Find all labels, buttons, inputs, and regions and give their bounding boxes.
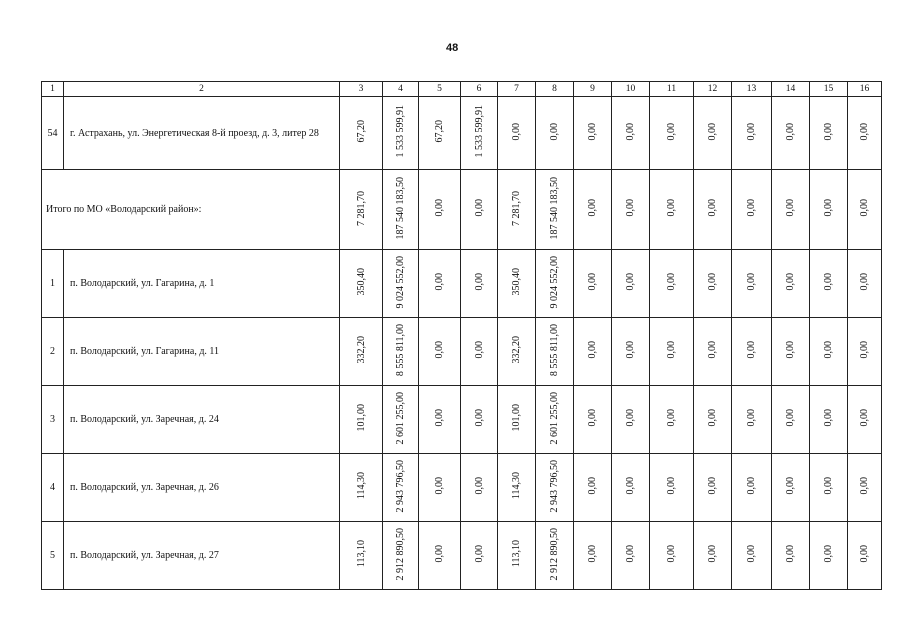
value-cell: 0,00: [434, 199, 445, 217]
value-cell: 350,40: [511, 268, 522, 296]
column-header: 16: [848, 82, 882, 97]
value-cell: 0,00: [625, 199, 636, 217]
housing-register-table: [41, 81, 882, 590]
address-cell: п. Володарский, ул. Заречная, д. 27: [64, 522, 340, 590]
value-cell: 0,00: [666, 545, 677, 563]
value-cell: 0,00: [434, 409, 445, 427]
value-cell: 0,00: [785, 122, 796, 141]
value-cell: 0,00: [666, 341, 677, 359]
value-cell: 101,00: [355, 404, 367, 432]
value-cell: 0,00: [746, 122, 757, 141]
column-header: 14: [772, 82, 810, 97]
value-cell: 113,10: [511, 540, 522, 568]
value-cell: 0,00: [511, 122, 522, 141]
value-cell: 0,00: [625, 273, 636, 291]
address-cell: п. Володарский, ул. Заречная, д. 24: [64, 386, 340, 454]
value-cell: 0,00: [434, 477, 445, 495]
value-cell: 101,00: [511, 404, 522, 432]
address-cell: п. Володарский, ул. Заречная, д. 26: [64, 454, 340, 522]
value-cell: 0,00: [859, 409, 870, 427]
value-cell: 0,00: [666, 122, 677, 141]
address-cell: г. Астрахань, ул. Энергетическая 8-й проезд, д. 3, литер 28: [64, 97, 340, 170]
value-cell: 0,00: [666, 409, 677, 427]
value-cell: 0,00: [587, 545, 598, 563]
value-cell: 0,00: [746, 341, 757, 359]
value-cell: 0,00: [666, 477, 677, 495]
table-row: [42, 454, 882, 522]
row-number: 1: [42, 250, 64, 318]
row-number: 5: [42, 522, 64, 590]
value-cell: 0,00: [625, 545, 636, 563]
value-cell: 0,00: [707, 122, 718, 141]
value-cell: 2 912 890,50: [549, 527, 560, 581]
column-header: 1: [42, 82, 64, 97]
column-header: 4: [383, 82, 419, 97]
value-cell: 0,00: [473, 341, 485, 359]
column-header: 7: [498, 82, 536, 97]
value-cell: 0,00: [823, 122, 834, 141]
value-cell: 187 540 183,50: [395, 176, 406, 240]
row-number: 3: [42, 386, 64, 454]
value-cell: 0,00: [666, 273, 677, 291]
table-row: [42, 250, 882, 318]
row-number: 4: [42, 454, 64, 522]
value-cell: 2 943 796,50: [395, 459, 406, 513]
value-cell: 0,00: [823, 409, 834, 427]
total-row: [42, 170, 882, 250]
value-cell: 67,20: [355, 120, 367, 143]
value-cell: 0,00: [823, 545, 834, 563]
value-cell: 0,00: [859, 545, 870, 563]
value-cell: 0,00: [746, 199, 757, 217]
value-cell: 0,00: [434, 273, 445, 291]
value-cell: 0,00: [859, 341, 870, 359]
value-cell: 0,00: [746, 545, 757, 563]
column-header: 15: [810, 82, 848, 97]
row-number: 54: [42, 97, 64, 170]
value-cell: 0,00: [625, 122, 636, 141]
value-cell: 0,00: [785, 273, 796, 291]
value-cell: 0,00: [785, 545, 796, 563]
column-header: 10: [612, 82, 650, 97]
value-cell: 0,00: [785, 199, 796, 217]
value-cell: 0,00: [473, 273, 485, 291]
column-header: 5: [419, 82, 461, 97]
value-cell: 8 555 811,00: [395, 323, 406, 377]
value-cell: 187 540 183,50: [549, 176, 560, 240]
value-cell: 9 024 552,00: [549, 255, 560, 309]
value-cell: 0,00: [707, 477, 718, 495]
column-header: 6: [461, 82, 498, 97]
value-cell: 2 601 255,00: [549, 391, 560, 445]
value-cell: 0,00: [587, 199, 598, 217]
value-cell: 1 533 599,91: [395, 105, 406, 158]
value-cell: 0,00: [746, 273, 757, 291]
value-cell: 0,00: [823, 477, 834, 495]
value-cell: 0,00: [746, 409, 757, 427]
value-cell: 0,00: [625, 477, 636, 495]
value-cell: 7 281,70: [511, 190, 522, 226]
value-cell: 9 024 552,00: [395, 255, 406, 309]
value-cell: 0,00: [587, 477, 598, 495]
value-cell: 0,00: [587, 273, 598, 291]
value-cell: 0,00: [707, 409, 718, 427]
table-row: [42, 522, 882, 590]
value-cell: 0,00: [707, 341, 718, 359]
value-cell: 0,00: [473, 199, 485, 217]
column-header: 11: [650, 82, 694, 97]
column-header: 3: [340, 82, 383, 97]
value-cell: 0,00: [746, 477, 757, 495]
value-cell: 0,00: [707, 273, 718, 291]
value-cell: 114,30: [355, 472, 367, 500]
column-header: 12: [694, 82, 732, 97]
value-cell: 0,00: [587, 409, 598, 427]
total-label: Итого по МО «Володарский район»:: [42, 170, 340, 250]
value-cell: 0,00: [625, 409, 636, 427]
value-cell: 0,00: [785, 477, 796, 495]
value-cell: 0,00: [859, 273, 870, 291]
address-cell: п. Володарский, ул. Гагарина, д. 11: [64, 318, 340, 386]
column-number-row: [42, 82, 882, 97]
value-cell: 0,00: [859, 199, 870, 217]
value-cell: 0,00: [707, 199, 718, 217]
value-cell: 8 555 811,00: [549, 323, 560, 377]
value-cell: 67,20: [434, 120, 445, 143]
value-cell: 0,00: [473, 409, 485, 427]
value-cell: 0,00: [473, 477, 485, 495]
page-number: 48: [446, 42, 459, 54]
address-cell: п. Володарский, ул. Гагарина, д. 1: [64, 250, 340, 318]
column-header: 13: [732, 82, 772, 97]
column-header: 8: [536, 82, 574, 97]
value-cell: 2 912 890,50: [395, 527, 406, 581]
column-header: 9: [574, 82, 612, 97]
table-row: [42, 386, 882, 454]
value-cell: 113,10: [355, 540, 367, 568]
value-cell: 0,00: [823, 341, 834, 359]
value-cell: 0,00: [785, 409, 796, 427]
value-cell: 332,20: [355, 336, 367, 364]
value-cell: 0,00: [434, 545, 445, 563]
value-cell: 0,00: [549, 122, 560, 141]
row-number: 2: [42, 318, 64, 386]
value-cell: 0,00: [785, 341, 796, 359]
value-cell: 0,00: [625, 341, 636, 359]
value-cell: 2 601 255,00: [395, 391, 406, 445]
value-cell: 350,40: [355, 268, 367, 296]
value-cell: 2 943 796,50: [549, 459, 560, 513]
value-cell: 0,00: [823, 199, 834, 217]
value-cell: 0,00: [823, 273, 834, 291]
value-cell: 0,00: [434, 341, 445, 359]
value-cell: 7 281,70: [355, 190, 367, 226]
value-cell: 0,00: [666, 199, 677, 217]
value-cell: 0,00: [473, 545, 485, 563]
column-header: 2: [64, 82, 340, 97]
value-cell: 332,20: [511, 336, 522, 364]
value-cell: 0,00: [707, 545, 718, 563]
value-cell: 0,00: [587, 341, 598, 359]
table-row: [42, 97, 882, 170]
table-row: [42, 318, 882, 386]
value-cell: 0,00: [587, 122, 598, 141]
value-cell: 0,00: [859, 122, 870, 141]
value-cell: 1 533 599,91: [473, 105, 485, 158]
value-cell: 114,30: [511, 472, 522, 500]
value-cell: 0,00: [859, 477, 870, 495]
